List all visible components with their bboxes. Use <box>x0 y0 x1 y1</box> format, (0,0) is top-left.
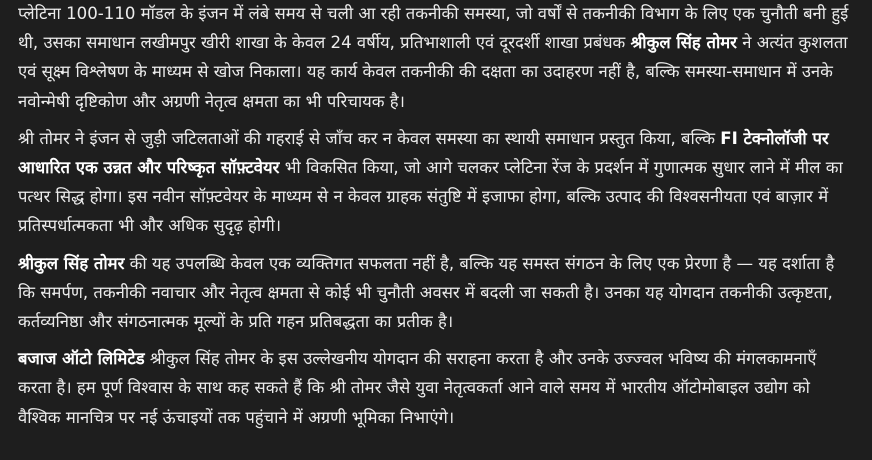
paragraph-text: प्लेटिना 100-110 मॉडल के इंजन में लंबे समय से चली आ रही तकनीकी समस्या, जो वर्षों से तकनीकी विभाग के लिए एक चुनौती बनी हुई थी, उसका समाधान लखीमपुर खीरी शाखा के केवल 24 वर्षीय, प्रतिभाशाली एवं दूरदर्शी शाखा प्रबंधक <box>18 4 849 53</box>
paragraph-problem-solution <box>18 0 852 116</box>
company-name: बजाज ऑटो लिमिटेड <box>18 349 145 369</box>
paragraph-company-message <box>18 344 852 432</box>
paragraph-text: ने अत्यंत कुशलता एवं सूक्ष्म विश्लेषण के माध्यम से खोज निकाला। यह कार्य केवल तकनीकी की दक्षता का उदाहरण नहीं है, बल्कि समस्या-समाधान में उनके नवोन्मेषी दृष्टिकोण और अग्रणी नेतृत्व क्षमता का भी परिचायक है। <box>18 33 848 111</box>
paragraph-text: की यह उपलब्धि केवल एक व्यक्तिगत सफलता नहीं है, बल्कि यह समस्त संगठन के लिए एक प्रेरणा है — यह दर्शाता है कि समर्पण, तकनीकी नवाचार और नेतृत्व क्षमता से कोई भी चुनौती अवसर में बदली जा सकती है। उनका यह योगदान तकनीकी उत्कृष्टता, कर्तव्यनिष्ठा और संगठनात्मक मूल्यों के प्रति गहन प्रतिबद्धता का प्रतीक है। <box>18 253 835 332</box>
paragraph-achievement <box>18 249 852 337</box>
paragraph-text: भी विकसित किया, जो आगे चलकर प्लेटिना रेंज के प्रदर्शन में गुणात्मक सुधार लाने में मील का पत्थर सिद्ध होगा। इस नवीन सॉफ़्टवेयर के माध्यम से न केवल ग्राहक संतुष्टि में इजाफा होगा, बल्कि उत्पाद की विश्वसनीयता एवं बाज़ार में प्रतिस्पर्धात्मकता भी और अधिक सुदृढ़ होगी। <box>18 158 843 236</box>
manager-name: श्रीकुल सिंह तोमर <box>18 253 125 273</box>
paragraph-software <box>18 124 852 241</box>
software-highlight: FI टेक्नोलॉजी पर आधारित एक उन्नत और परिष्कृत सॉफ़्टवेयर <box>18 128 829 178</box>
paragraph-text: श्री तोमर ने इंजन से जुड़ी जटिलताओं की गहराई से जाँच कर न केवल समस्या का स्थायी समाधान प्रस्तुत किया, बल्कि <box>18 128 721 148</box>
paragraph-text: श्रीकुल सिंह तोमर के इस उल्लेखनीय योगदान की सराहना करता है और उनके उज्ज्वल भविष्य की मंगलकामनाएँ करता है। हम पूर्ण विश्वास के साथ कह सकते हैं कि श्री तोमर जैसे युवा नेतृत्वकर्ता आने वाले समय में भारतीय ऑटोमोबाइल उद्योग को वैश्विक मानचित्र पर नई ऊंचाइयों तक पहुंचाने में अग्रणी भूमिका निभाएंगे। <box>18 349 817 427</box>
manager-name: श्रीकुल सिंह तोमर <box>630 33 737 53</box>
